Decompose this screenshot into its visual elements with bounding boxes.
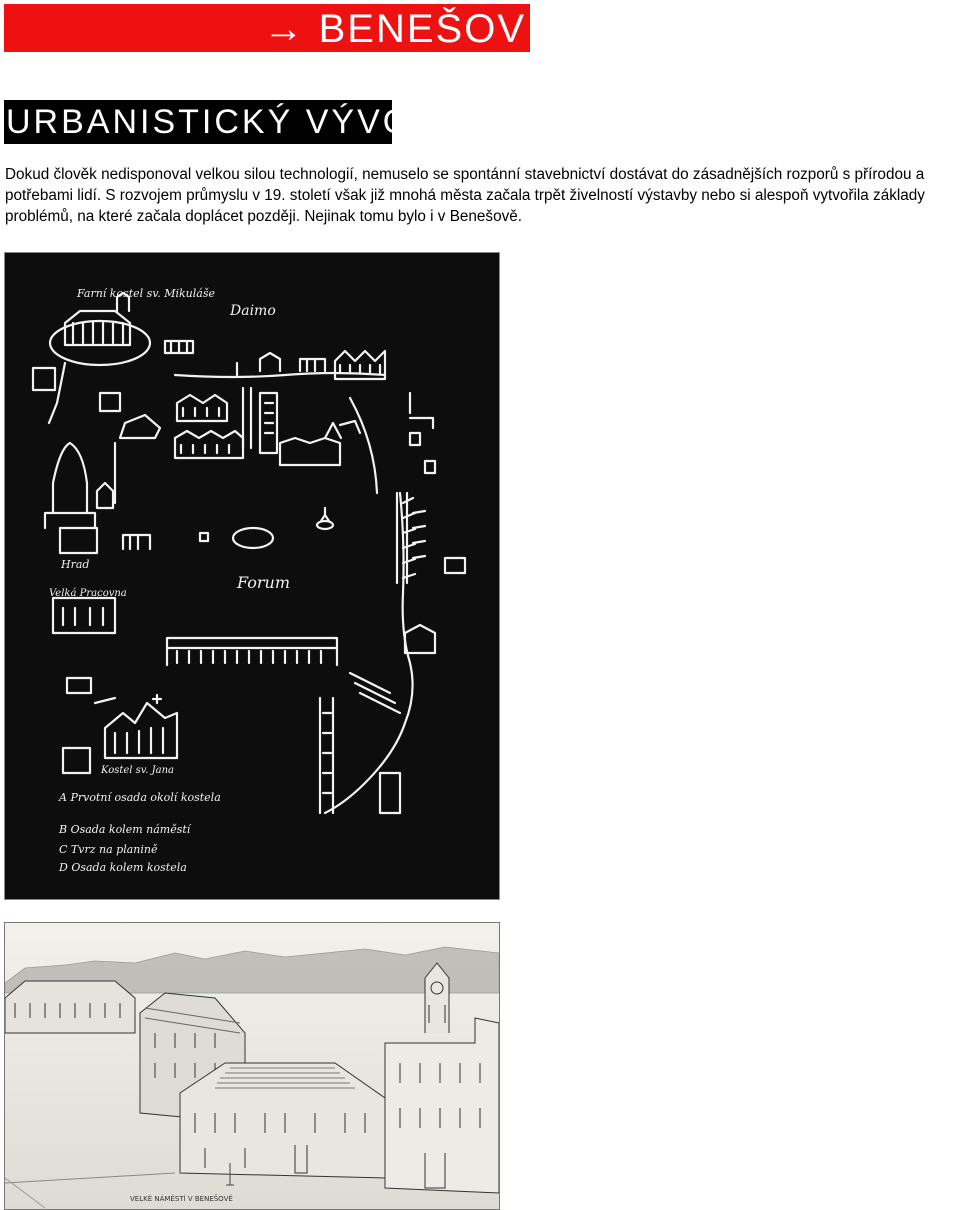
historic-square-sketch [4,922,500,1210]
arrow-icon: → [263,7,306,51]
map-drawing [5,253,499,899]
map-legend-item: B Osada kolem náměstí [59,823,191,836]
body-paragraph: Dokud člověk nedisponoval velkou silou technologií, nemuselo se spontánní stavebnictví dostávat do zásadnějších rozporů s přírodou a potřebami lidí. S rozvojem průmyslu v 19. století však již mnohá města začala trpět živelností výstavby nebo si alespoň vytvořila základy problémů, na které začala doplácet později. Nejinak tomu bylo i v Benešově. [5,166,925,225]
map-legend-item: D Osada kolem kostela [59,861,187,874]
header-town-name: BENEŠOV [318,7,526,51]
sketch-drawing [5,923,499,1209]
historic-town-map [4,252,500,900]
section-title: URBANISTICKÝ VÝVOJ [4,100,392,144]
map-label-forum: Forum [237,573,290,592]
map-label-daimo: Daimo [230,303,276,319]
sketch-caption: VELKÉ NÁMĚSTÍ V BENEŠOVĚ [130,1195,233,1203]
map-label-kostel-lower: Kostel sv. Jana [101,765,174,776]
map-label-castle: Hrad [61,558,90,571]
map-legend-item: C Tvrz na planině [59,843,158,856]
header-bar [4,4,530,52]
map-label-velka-pracovna: Velká Pracovna [49,588,127,599]
header-title [263,6,526,52]
map-legend-item: A Prvotní osada okolí kostela [59,791,221,804]
map-label-church-top: Farní kostel sv. Mikuláše [77,287,215,300]
